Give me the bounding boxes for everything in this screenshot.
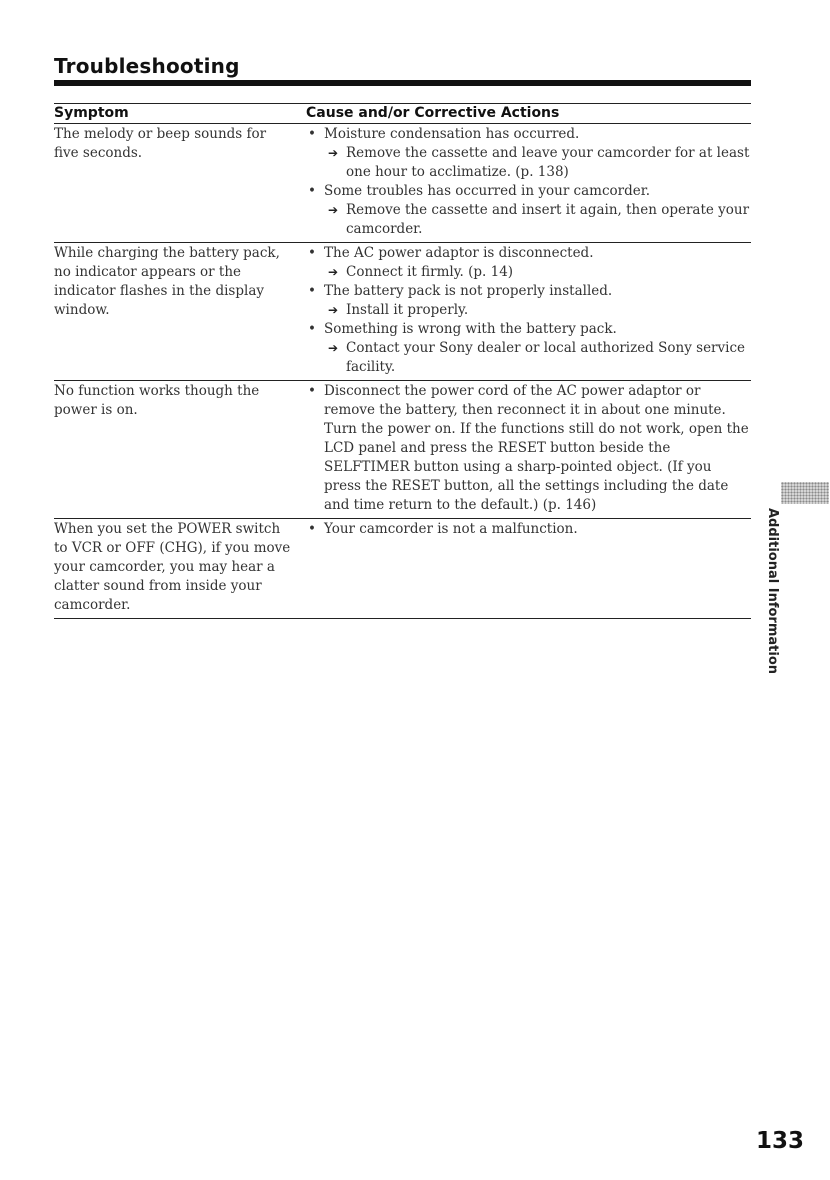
cause-item <box>306 182 751 201</box>
bullet-icon: • <box>308 126 316 142</box>
arrow-right-icon: ➔ <box>328 146 339 160</box>
cause-item <box>306 520 751 539</box>
action-text: Remove the cassette and insert it again, then operate your camcorder. <box>346 202 750 237</box>
cause-item <box>306 382 751 515</box>
action-item <box>306 339 751 377</box>
cause-item <box>306 282 751 301</box>
bullet-icon: • <box>308 383 316 399</box>
symptom-cell: When you set the POWER switch to VCR or OFF (CHG), if you move your camcorder, you may hear a clatter sound from inside your camcorder. <box>54 519 306 619</box>
symptom-cell: While charging the battery pack, no indicator appears or the indicator flashes in the display window. <box>54 243 306 381</box>
cause-cell <box>306 124 751 243</box>
table-row <box>54 381 751 519</box>
section-side-label: Additional Information <box>765 508 780 675</box>
cause-list <box>306 382 751 515</box>
cause-text: The AC power adaptor is disconnected. <box>324 245 594 261</box>
action-item <box>306 301 751 320</box>
cause-text: Moisture condensation has occurred. <box>324 126 580 142</box>
cause-item <box>306 125 751 144</box>
bullet-icon: • <box>308 183 316 199</box>
arrow-right-icon: ➔ <box>328 303 339 317</box>
cause-text: Something is wrong with the battery pack. <box>324 321 617 337</box>
symptom-header: Symptom <box>54 104 306 124</box>
action-item <box>306 144 751 182</box>
cause-list <box>306 520 751 539</box>
table-row <box>54 519 751 619</box>
action-item <box>306 201 751 239</box>
section-tab-marker <box>781 482 829 504</box>
bullet-icon: • <box>308 283 316 299</box>
arrow-right-icon: ➔ <box>328 265 339 279</box>
title-rule <box>54 80 751 86</box>
cause-cell <box>306 243 751 381</box>
arrow-right-icon: ➔ <box>328 203 339 217</box>
table-header-row <box>54 104 751 124</box>
cause-text: Disconnect the power cord of the AC power adaptor or remove the battery, then reconnect it in about one minute. Turn the power on. If the functions still do not work, open the LCD panel and press the RESET button beside the SELFTIMER button using a sharp-pointed object. (If you press the RESET button, all the settings including the date and time return to the default.) (p. 146) <box>324 383 749 513</box>
arrow-right-icon: ➔ <box>328 341 339 355</box>
symptom-cell: The melody or beep sounds for five seconds. <box>54 124 306 243</box>
cause-item <box>306 244 751 263</box>
cause-list <box>306 125 751 239</box>
action-text: Connect it firmly. (p. 14) <box>346 264 514 280</box>
cause-list <box>306 244 751 377</box>
table-row <box>54 124 751 243</box>
cause-cell <box>306 519 751 619</box>
bullet-icon: • <box>308 245 316 261</box>
page-title: Troubleshooting <box>54 54 240 78</box>
page-number: 133 <box>755 1128 804 1154</box>
bullet-icon: • <box>308 321 316 337</box>
action-text: Remove the cassette and leave your camcorder for at least one hour to acclimatize. (p. 138) <box>346 145 750 180</box>
action-text: Contact your Sony dealer or local authorized Sony service facility. <box>346 340 746 375</box>
cause-text: Your camcorder is not a malfunction. <box>324 521 578 537</box>
cause-text: Some troubles has occurred in your camcorder. <box>324 183 651 199</box>
action-text: Install it properly. <box>346 302 469 318</box>
cause-header: Cause and/or Corrective Actions <box>306 104 751 124</box>
cause-cell <box>306 381 751 519</box>
action-item <box>306 263 751 282</box>
cause-text: The battery pack is not properly installed. <box>324 283 613 299</box>
troubleshooting-table <box>54 103 751 619</box>
cause-item <box>306 320 751 339</box>
symptom-cell: No function works though the power is on. <box>54 381 306 519</box>
bullet-icon: • <box>308 521 316 537</box>
table-row <box>54 243 751 381</box>
